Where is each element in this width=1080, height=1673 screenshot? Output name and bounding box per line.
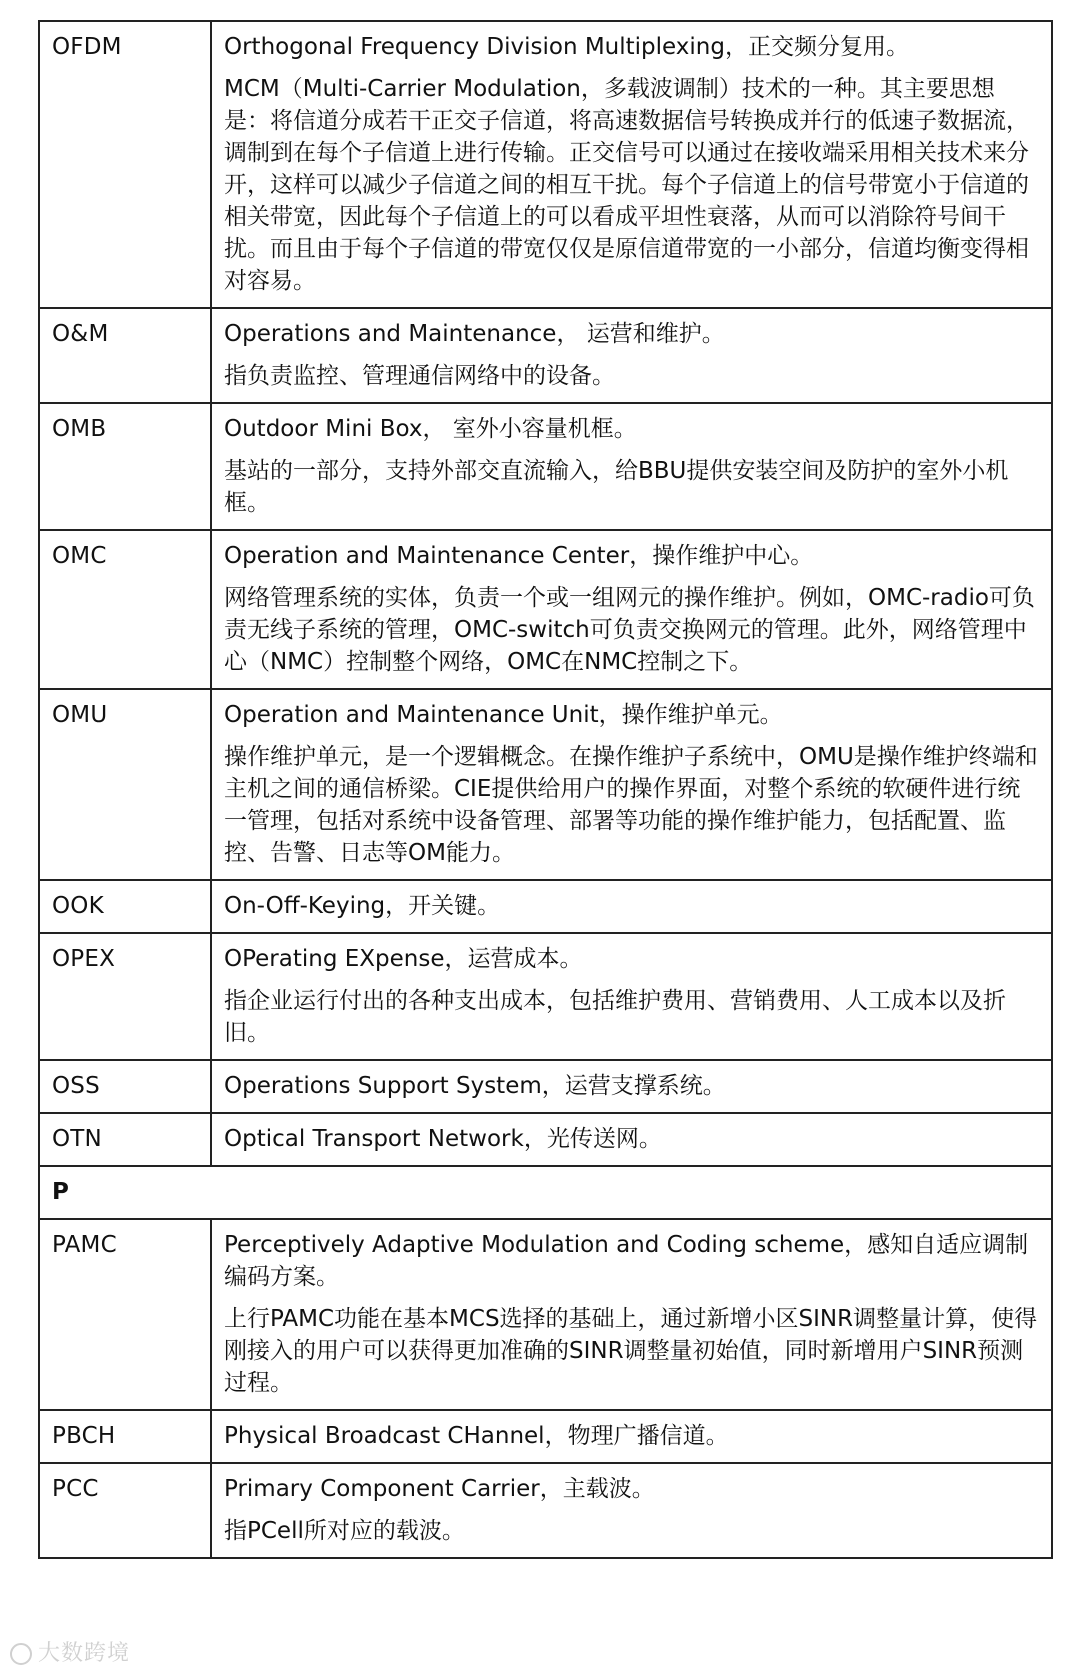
table-row	[39, 308, 1052, 403]
section-row	[39, 1166, 1052, 1219]
definition-cell	[211, 1219, 1052, 1410]
definition-expansion: Orthogonal Frequency Division Multiplexing，正交频分复用。	[224, 34, 909, 60]
definition-expansion: Perceptively Adaptive Modulation and Coding scheme，感知自适应调制编码方案。	[224, 1232, 1029, 1290]
glossary-sheet	[38, 20, 1046, 1559]
definition-expansion: Operation and Maintenance Unit，操作维护单元。	[224, 702, 783, 728]
definition-expansion: OPerating EXpense，运营成本。	[224, 946, 583, 972]
glossary-body	[39, 21, 1052, 1558]
watermark	[10, 1636, 130, 1667]
term-cell: OSS	[39, 1060, 211, 1113]
definition-detail: 指负责监控、管理通信网络中的设备。	[224, 363, 615, 389]
table-row	[39, 1113, 1052, 1166]
term-cell: PAMC	[39, 1219, 211, 1410]
definition-cell	[211, 1463, 1052, 1558]
term-cell: OMC	[39, 530, 211, 689]
definition-detail: 指企业运行付出的各种支出成本，包括维护费用、营销费用、人工成本以及折旧。	[224, 988, 1006, 1046]
watermark-text: 大数跨境	[38, 1641, 131, 1666]
section-heading: P	[39, 1166, 1052, 1219]
term-cell: OFDM	[39, 21, 211, 308]
table-row	[39, 21, 1052, 308]
definition-detail: 操作维护单元，是一个逻辑概念。在操作维护子系统中，OMU是操作维护终端和主机之间的通信桥梁。CIE提供给用户的操作界面，对整个系统的软硬件进行统一管理，包括对系统中设备管理、部署等功能的操作维护能力，包括配置、监控、告警、日志等OM能力。	[224, 744, 1038, 866]
table-row	[39, 1463, 1052, 1558]
table-row	[39, 933, 1052, 1060]
term-cell: OPEX	[39, 933, 211, 1060]
definition-cell	[211, 530, 1052, 689]
term-cell: OOK	[39, 880, 211, 933]
table-row	[39, 689, 1052, 880]
term-cell: OTN	[39, 1113, 211, 1166]
definition-expansion: Operations and Maintenance， 运营和维护。	[224, 321, 725, 347]
definition-expansion: Optical Transport Network，光传送网。	[224, 1126, 662, 1152]
definition-detail: 指PCell所对应的载波。	[224, 1518, 465, 1544]
definition-cell	[211, 933, 1052, 1060]
definition-expansion: Outdoor Mini Box， 室外小容量机框。	[224, 416, 637, 442]
term-cell: PBCH	[39, 1410, 211, 1463]
definition-expansion: On-Off-Keying，开关键。	[224, 893, 501, 919]
watermark-logo-icon	[10, 1643, 32, 1665]
definition-cell	[211, 308, 1052, 403]
table-row	[39, 880, 1052, 933]
table-row	[39, 1410, 1052, 1463]
definition-expansion: Operation and Maintenance Center，操作维护中心。	[224, 543, 814, 569]
term-cell: O&M	[39, 308, 211, 403]
definition-detail: 上行PAMC功能在基本MCS选择的基础上，通过新增小区SINR调整量计算，使得刚接入的用户可以获得更加准确的SINR调整量初始值，同时新增用户SINR预测过程。	[224, 1306, 1038, 1396]
table-row	[39, 1219, 1052, 1410]
definition-detail: 基站的一部分，支持外部交直流输入，给BBU提供安装空间及防护的室外小机框。	[224, 458, 1009, 516]
definition-cell	[211, 689, 1052, 880]
definition-cell	[211, 880, 1052, 933]
definition-cell	[211, 403, 1052, 530]
definition-detail: MCM（Multi-Carrier Modulation，多载波调制）技术的一种。其主要思想是：将信道分成若干正交子信道，将高速数据信号转换成并行的低速子数据流，调制到在每个子信道上进行传输。正交信号可以通过在接收端采用相关技术来分开，这样可以减少子信道之间的相互干扰。每个子信道上的信号带宽小于信道的相关带宽，因此每个子信道上的可以看成平坦性衰落，从而可以消除符号间干扰。而且由于每个子信道的带宽仅仅是原信道带宽的一小部分，信道均衡变得相对容易。	[224, 76, 1029, 294]
term-cell: PCC	[39, 1463, 211, 1558]
definition-detail: 网络管理系统的实体，负责一个或一组网元的操作维护。例如，OMC-radio可负责无线子系统的管理，OMC-switch可负责交换网元的管理。此外，网络管理中心（NMC）控制整个网络，OMC在NMC控制之下。	[224, 585, 1035, 675]
definition-expansion: Physical Broadcast CHannel，物理广播信道。	[224, 1423, 729, 1449]
term-cell: OMU	[39, 689, 211, 880]
definition-cell	[211, 1410, 1052, 1463]
definition-expansion: Primary Component Carrier，主载波。	[224, 1476, 655, 1502]
definition-expansion: Operations Support System，运营支撑系统。	[224, 1073, 726, 1099]
definition-cell	[211, 21, 1052, 308]
table-row	[39, 1060, 1052, 1113]
glossary-table	[38, 20, 1053, 1559]
definition-cell	[211, 1113, 1052, 1166]
definition-cell	[211, 1060, 1052, 1113]
term-cell: OMB	[39, 403, 211, 530]
table-row	[39, 403, 1052, 530]
table-row	[39, 530, 1052, 689]
